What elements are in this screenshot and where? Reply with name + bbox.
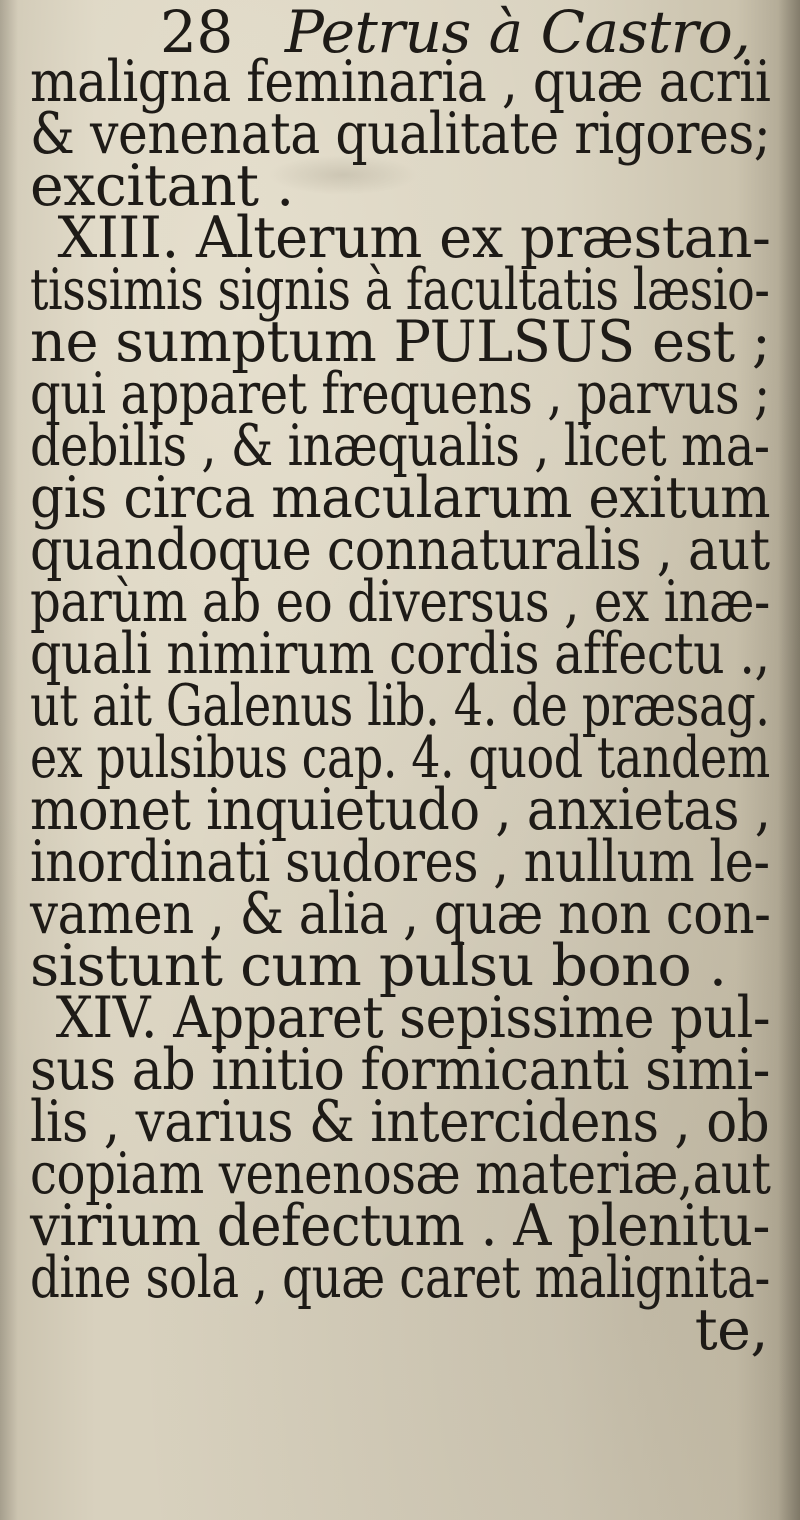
text-line: copiam venenosæ materiæ,aut (30, 1141, 771, 1207)
text-line: vamen , & alia , quæ non con- (30, 881, 771, 947)
text-line: parùm ab eo diversus , ex inæ- (30, 569, 770, 635)
text-line: sistunt cum pulsu bono . (30, 933, 727, 999)
text-line: & venenata qualitate rigores; (30, 101, 771, 167)
text-line-citation: ut ait Galenus lib. 4. de præsag. (30, 673, 770, 739)
page-number: 28 (160, 0, 233, 66)
text-line: debilis , & inæqualis , licet ma- (30, 413, 770, 479)
catchword: te, (694, 1297, 768, 1363)
text-line: monet inquietudo , anxietas , (30, 777, 771, 843)
text-line: maligna feminaria , quæ acrii (30, 49, 771, 115)
text-line-citation: ex pulsibus cap. 4. quod tandem (30, 725, 770, 791)
running-title: Petrus à Castro, (284, 0, 751, 66)
text-line: quali nimirum cordis affectu ., (30, 621, 770, 687)
text-line: tissimis signis à facultatis læsio- (30, 257, 770, 323)
text-line: virium defectum . A plenitu- (30, 1193, 770, 1259)
text-line: gis circa macularum exitum (30, 465, 771, 531)
text-line: dine sola , quæ caret malignita- (30, 1245, 770, 1311)
text-line: quandoque connaturalis , aut (30, 517, 770, 583)
page-text (30, 0, 800, 1363)
page-edge-shadow (0, 0, 18, 1520)
section-heading-xiv: XIV. Apparet sepissime pul- (55, 985, 771, 1051)
text-line: ne sumptum PULSUS est ; (30, 309, 771, 375)
text-line: inordinati sudores , nullum le- (30, 829, 770, 895)
text-line: qui apparet frequens , parvus ; (30, 361, 770, 427)
text-line: lis , varius & intercidens , ob (30, 1089, 770, 1155)
text-line: sus ab initio formicanti simi- (30, 1037, 770, 1103)
section-heading-xiii: XIII. Alterum ex præstan- (57, 205, 771, 271)
text-line: excitant . (30, 153, 294, 219)
